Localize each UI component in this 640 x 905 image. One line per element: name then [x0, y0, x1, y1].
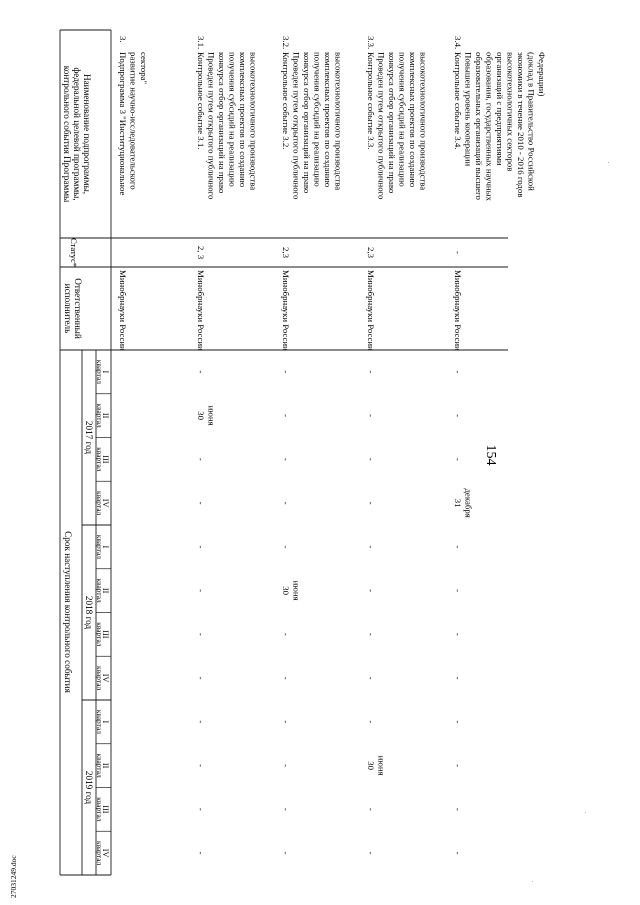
quarter-label: квартал [94, 491, 104, 516]
deadline-cell: - [453, 632, 463, 636]
quarter-numeral: III [101, 630, 111, 639]
header-name-line-3: контрольного события Программы [62, 65, 72, 203]
deadline-cell: - [366, 501, 376, 505]
deadline-cell: - [196, 720, 206, 724]
quarter-label: квартал [94, 753, 104, 778]
header-year-2018: 2018 год [84, 595, 94, 630]
deadline-cell: - [196, 370, 206, 374]
deadline-cell: - [453, 545, 463, 549]
row-name-line: Подпрограмма 3 "Институциональное [118, 52, 128, 196]
row-name-line: Федерации) [537, 52, 547, 97]
deadline-cell: - [366, 851, 376, 855]
row-name-line: высокотехнологичного производства [418, 52, 429, 191]
deadline-cell: - [281, 764, 291, 768]
scan-speck [585, 812, 586, 813]
quarter-numeral: II [101, 587, 111, 594]
row-name-line: высокотехнологичного производства [248, 52, 259, 191]
deadline-cell: - [366, 676, 376, 680]
header-name-line-1: Наименование подпрограммы, [82, 73, 92, 195]
quarter-numeral: II [101, 412, 111, 419]
row-status: - [453, 251, 463, 254]
row-status: 2,3 [281, 247, 291, 258]
deadline-cell: - [196, 676, 206, 680]
row-name-line: конкурса отбор организаций на право [387, 52, 397, 194]
row-name-line: Контрольное событие 3.2. [281, 52, 291, 150]
row-number: 3.3. [366, 36, 376, 50]
quarter-label: квартал [94, 841, 104, 866]
row-name-line: Контрольное событие 3.4. [453, 52, 463, 150]
row-name-line: комплексных проектов по созданию [323, 52, 333, 188]
deadline-cell: - [196, 632, 206, 636]
deadline-cell: - [196, 501, 206, 505]
deadline-cell: - [366, 632, 376, 636]
deadline-day: 31 [453, 498, 463, 508]
quarter-numeral: IV [101, 673, 111, 683]
row-name-line: получения субсидий на реализацию [397, 52, 408, 187]
deadline-cell: - [366, 589, 376, 593]
row-name-line: образовательных организаций высшего [474, 52, 484, 200]
deadline-cell: - [453, 851, 463, 855]
footer-document-code: 27031249.doc [9, 855, 18, 898]
row-name-line: комплексных проектов по созданию [408, 52, 418, 188]
deadline-cell: - [453, 589, 463, 593]
row-responsible: Минобрнауки России [366, 270, 376, 351]
deadline-cell: - [196, 589, 206, 593]
deadline-day: 30 [281, 586, 291, 596]
row-name-line: Контрольное событие 3.3. [366, 52, 376, 150]
row-responsible: Минобрнауки России [281, 270, 291, 351]
row-name-line: высокотехнологичного производства [333, 52, 344, 191]
row-name-line: комплексных проектов по созданию [238, 52, 248, 188]
deadline-cell: - [281, 501, 291, 505]
row-name-line: высокотехнологичных секторов [505, 52, 516, 172]
deadline-cell: - [453, 457, 463, 461]
quarter-numeral: I [101, 720, 111, 724]
quarter-numeral: I [101, 545, 111, 549]
row-name-line: Проведен путем открытого публичного [291, 52, 302, 200]
quarter-label: квартал [94, 578, 104, 603]
header-deadline: Срок наступления контрольного события [63, 531, 73, 693]
row-name-line: экономики в течение 2010 - 2016 годов [516, 52, 526, 198]
header-year-2017: 2017 год [84, 420, 94, 455]
quarter-numeral: I [101, 370, 111, 374]
deadline-cell: - [453, 720, 463, 724]
deadline-cell: - [453, 807, 463, 811]
deadline-cell: - [281, 414, 291, 418]
row-name-line: развитие научно-исследовательского [128, 52, 139, 190]
row-status: 2, 3 [196, 245, 206, 260]
deadline-cell: - [366, 545, 376, 549]
deadline-cell: - [196, 545, 206, 549]
row-number: 3.1. [196, 36, 206, 50]
header-year-2019: 2019 год [84, 770, 94, 805]
deadline-cell: - [196, 807, 206, 811]
quarter-numeral: III [101, 455, 111, 464]
deadline-month: июня [206, 405, 217, 426]
deadline-cell: - [366, 370, 376, 374]
deadline-cell: - [281, 457, 291, 461]
row-status: 2,3 [366, 247, 376, 258]
row-name-line: Проведен путем открытого публичного [206, 52, 217, 200]
quarter-numeral: III [101, 805, 111, 814]
row-name-line: образования, государственных научных [484, 52, 495, 201]
deadline-cell: - [453, 370, 463, 374]
deadline-cell: - [366, 720, 376, 724]
deadline-month: июня [376, 755, 387, 776]
quarter-numeral: IV [101, 498, 111, 508]
deadline-cell: - [281, 676, 291, 680]
deadline-cell: - [281, 807, 291, 811]
quarter-label: квартал [94, 797, 104, 822]
row-name-line: конкурса отбор организаций на право [217, 52, 227, 194]
deadline-cell: - [453, 764, 463, 768]
deadline-cell: - [281, 370, 291, 374]
quarter-label: квартал [94, 359, 104, 384]
header-status: Статус* [69, 237, 79, 268]
header-responsible-line-2: исполнитель [63, 283, 73, 334]
quarter-label: квартал [94, 534, 104, 559]
deadline-cell: - [366, 414, 376, 418]
row-responsible: Минобрнауки России [196, 270, 206, 351]
deadline-cell: - [453, 414, 463, 418]
deadline-month: декабря [463, 488, 474, 518]
quarter-numeral: IV [101, 848, 111, 858]
deadline-cell: - [366, 807, 376, 811]
deadline-cell: - [196, 851, 206, 855]
row-number: 3. [118, 36, 128, 43]
row-name-line: организаций с предприятиями [495, 52, 505, 166]
deadline-day: 30 [366, 761, 376, 771]
row-name-line: Контрольное событие 3.1. [196, 52, 206, 150]
row-name-line: получения субсидий на реализацию [227, 52, 238, 187]
row-name-line: сектора" [139, 52, 149, 85]
quarter-numeral: II [101, 762, 111, 769]
deadline-day: 30 [196, 411, 206, 421]
deadline-cell: - [196, 764, 206, 768]
deadline-cell: - [453, 676, 463, 680]
deadline-cell: - [281, 720, 291, 724]
scan-speck [532, 881, 533, 882]
header-responsible-line-1: Ответственный [73, 278, 83, 339]
row-name-line: Повышен уровень кооперации [463, 52, 474, 167]
row-number: 3.4. [453, 36, 463, 50]
quarter-label: квартал [94, 622, 104, 647]
row-responsible: Минобрнауки России [118, 270, 128, 351]
deadline-cell: - [281, 545, 291, 549]
deadline-month: июня [291, 580, 302, 601]
deadline-cell: - [281, 632, 291, 636]
row-name-line: конкурса отбор организаций на право [302, 52, 312, 194]
deadline-cell: - [196, 457, 206, 461]
row-name-line: Проведен путем открытого публичного [376, 52, 387, 200]
page-number: 154 [483, 444, 498, 466]
deadline-cell: - [281, 851, 291, 855]
quarter-label: квартал [94, 666, 104, 691]
row-name-line: (доклад в Правительство Российской [526, 52, 537, 191]
quarter-label: квартал [94, 403, 104, 428]
row-responsible: Минобрнауки России [453, 270, 463, 351]
quarter-label: квартал [94, 709, 104, 734]
quarter-label: квартал [94, 447, 104, 472]
header-name-line-2: федеральной целевой программы, [72, 67, 82, 201]
row-name-line: получения субсидий на реализацию [312, 52, 323, 187]
row-number: 3.2. [281, 36, 291, 50]
deadline-cell: - [366, 457, 376, 461]
scan-speck [608, 162, 609, 163]
